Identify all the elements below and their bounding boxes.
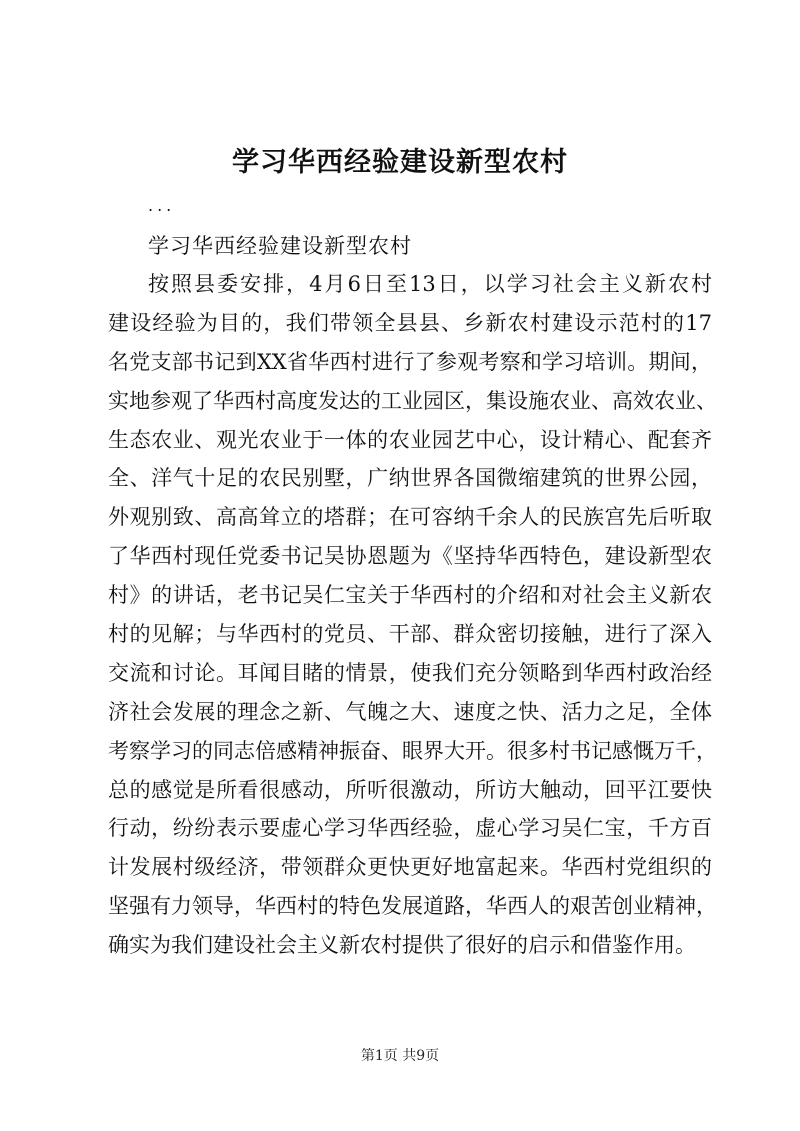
- paragraph-line: 村的见解；与华西村的党员、干部、群众密切接触，进行了深入: [108, 622, 712, 647]
- paragraph-line: 名党支部书记到XX省华西村进行了参观考察和学习培训。期间，: [108, 349, 712, 374]
- paragraph-line: 建设经验为目的，我们带领全县县、乡新农村建设示范村的17: [108, 310, 712, 335]
- paragraph-line: 按照县委安排，4月6日至13日，以学习社会主义新农村: [148, 272, 712, 296]
- paragraph-line: 了华西村现任党委书记吴协恩题为《坚持华西特色，建设新型农: [108, 544, 712, 569]
- paragraph-line: 确实为我们建设社会主义新农村提供了很好的启示和借鉴作用。: [108, 933, 696, 958]
- document-subtitle: 学习华西经验建设新型农村: [148, 234, 412, 258]
- paragraph-line: 济社会发展的理念之新、气魄之大、速度之快、活力之足，全体: [108, 699, 712, 724]
- page-number-footer: 第1页 共9页: [360, 1048, 440, 1064]
- paragraph-line: 计发展村级经济，带领群众更快更好地富起来。华西村党组织的: [108, 855, 712, 880]
- paragraph-line: 交流和讨论。耳闻目睹的情景，使我们充分领略到华西村政治经: [108, 660, 712, 685]
- ellipsis-marker: ...: [148, 196, 176, 215]
- paragraph-line: 生态农业、观光农业于一体的农业园艺中心，设计精心、配套齐: [108, 427, 712, 452]
- paragraph-line: 外观别致、高高耸立的塔群；在可容纳千余人的民族宫先后听取: [108, 505, 712, 530]
- paragraph-line: 坚强有力领导，华西村的特色发展道路，华西人的艰苦创业精神，: [108, 894, 717, 919]
- paragraph-line: 总的感觉是所看很感动，所听很激动，所访大触动，回平江要快: [108, 777, 712, 802]
- paragraph-line: 全、洋气十足的农民别墅，广纳世界各国微缩建筑的世界公园，: [108, 466, 712, 491]
- body-paragraph: [108, 265, 717, 965]
- paragraph-line: 村》的讲话，老书记吴仁宝关于华西村的介绍和对社会主义新农: [108, 583, 712, 608]
- paragraph-line: 考察学习的同志倍感精神振奋、眼界大开。很多村书记感慨万千，: [108, 738, 717, 763]
- page-title: 学习华西经验建设新型农村: [232, 147, 568, 178]
- paragraph-line: 行动，纷纷表示要虚心学习华西经验，虚心学习吴仁宝，千方百: [108, 816, 712, 841]
- paragraph-line: 实地参观了华西村高度发达的工业园区，集设施农业、高效农业、: [108, 388, 717, 413]
